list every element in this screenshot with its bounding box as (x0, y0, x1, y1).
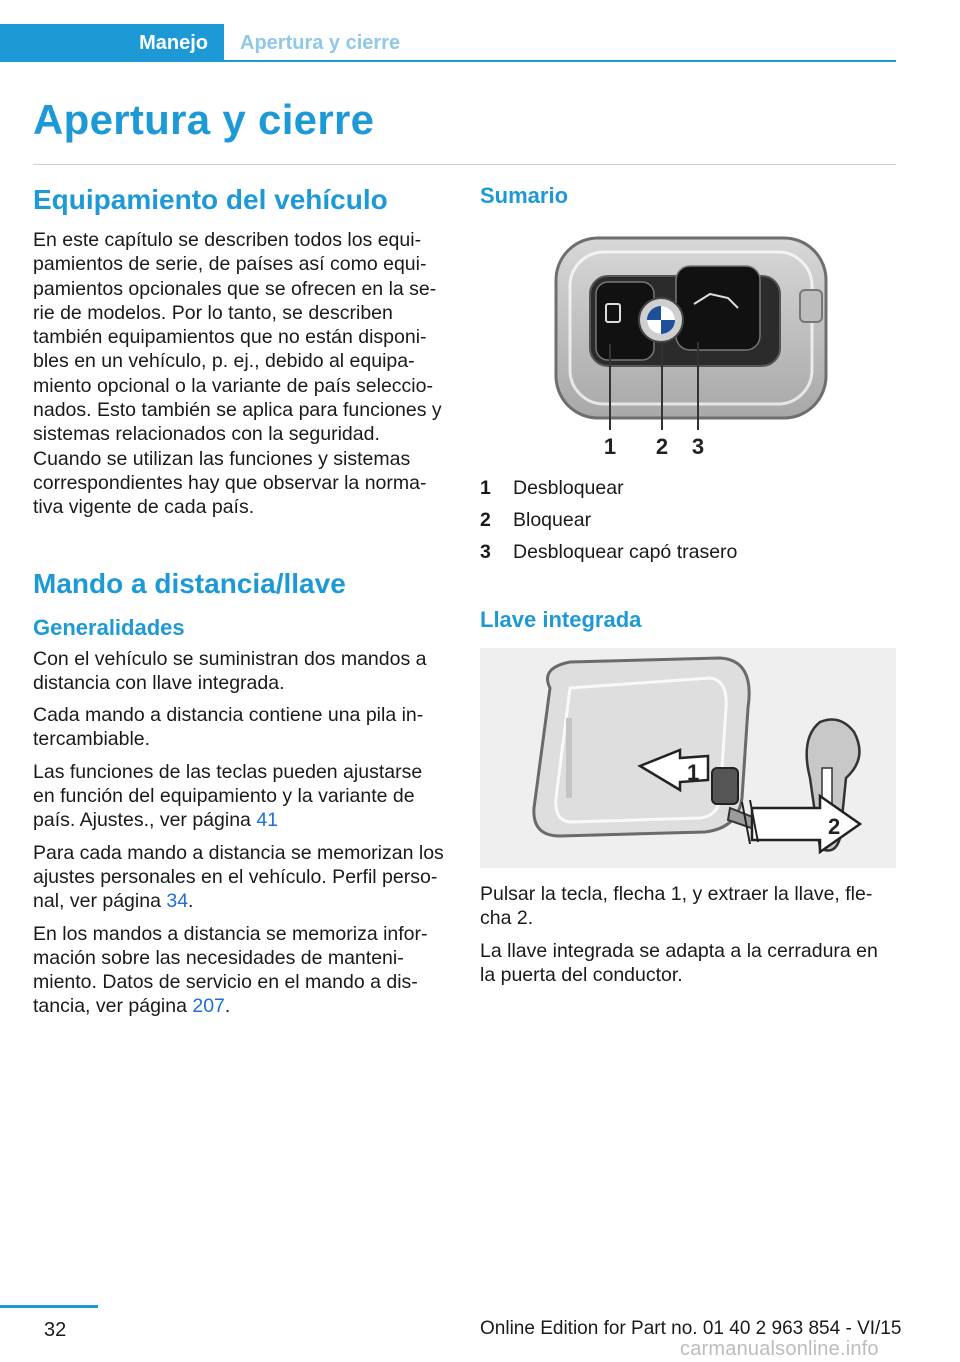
list-item (480, 536, 896, 568)
page-title: Apertura y cierre (33, 96, 375, 143)
legend-label: Desbloquear capó trasero (513, 541, 738, 563)
paragraph-equipamiento: En este capítulo se describen todos los equipamientos de serie, de países así como equipamientos opcionales que se ofrecen en la serie de modelos. Por lo tanto, se describen también equipamientos que no están disponibles en un vehículo, p. ej., debido al equipamiento opcional o la variante de país seleccionados. Esto también se aplica para funciones y sistemas relacionados con la seguridad. (33, 229, 442, 446)
page-number: 32 (44, 1319, 67, 1341)
integrated-key-illustration (480, 648, 896, 868)
subheading-generalidades: Generalidades (33, 614, 185, 640)
paragraph-pila: Cada mando a distancia contiene una pila intercambiable. (33, 704, 424, 751)
paragraph-normativa: Cuando se utilizan las funciones y sistemas correspondientes hay que observar la normativa vigente de cada país. (33, 447, 427, 519)
arrow-label-2: 2 (828, 814, 841, 839)
paragraph-mandos: Con el vehículo se suministran dos mandos a distancia con llave integrada. (33, 647, 427, 694)
key-fob-illustration (480, 224, 896, 460)
page-link-41[interactable]: 41 (256, 809, 279, 832)
section-heading-mando: Mando a distancia/llave (33, 567, 346, 599)
legend-num: 2 (480, 509, 491, 531)
paragraph-funciones (33, 760, 449, 833)
paragraph-ajustes (33, 841, 449, 914)
tab-manejo-label: Manejo (139, 31, 208, 54)
edition-note: Online Edition for Part no. 01 40 2 963 854 - VI/15 (480, 1318, 902, 1339)
footer-rule (0, 1305, 98, 1308)
paragraph-mantenimiento-text: En los mandos a distancia se memoriza información sobre las necesidades de mantenimiento. Datos de servicio en el mando a distancia, ver página (33, 922, 428, 1018)
legend-label: Desbloquear (513, 477, 624, 499)
header-bar (0, 0, 960, 62)
tab-apertura-label: Apertura y cierre (240, 32, 401, 54)
tab-manejo[interactable] (0, 24, 224, 62)
paragraph-mantenimiento-end: . (224, 995, 231, 1018)
paragraph-pulsar-tecla: Pulsar la tecla, flecha 1, y extraer la llave, flecha 2. (480, 883, 873, 930)
key-fob-figure (480, 224, 896, 460)
subheading-llave-integrada: Llave integrada (480, 607, 642, 632)
integrated-key-figure (480, 648, 896, 868)
legend-label: Bloquear (513, 509, 592, 531)
subheading-sumario: Sumario (480, 183, 569, 208)
legend-num: 1 (480, 477, 491, 499)
page-link-34[interactable]: 34 (166, 890, 189, 913)
section-heading-equipamiento: Equipamiento del vehículo (33, 184, 388, 215)
tab-apertura-y-cierre[interactable] (240, 24, 400, 62)
callout-3: 3 (691, 434, 705, 459)
list-item (480, 504, 896, 536)
callout-2: 2 (655, 434, 669, 459)
paragraph-ajustes-end: . (188, 890, 194, 913)
callout-1: 1 (603, 434, 617, 459)
paragraph-funciones-text: Las funciones de las teclas pueden ajustarse en función del equipamiento y la variante de país. Ajustes., ver página (33, 760, 423, 832)
title-divider (33, 164, 896, 165)
right-column (480, 182, 896, 987)
header-rule (224, 60, 896, 62)
watermark: carmanualsonline.info (680, 1338, 879, 1360)
paragraph-mantenimiento (33, 922, 449, 1019)
page-link-207[interactable]: 207 (192, 995, 225, 1018)
paragraph-ajustes-text: Para cada mando a distancia se memorizan los ajustes personales en el vehículo. Perfil personal, ver página (33, 841, 444, 913)
arrow-label-1: 1 (687, 760, 700, 785)
legend-num: 3 (480, 541, 491, 563)
paragraph-llave-cerradura: La llave integrada se adapta a la cerradura en la puerta del conductor. (480, 939, 878, 986)
legend-list (480, 472, 896, 568)
left-column (33, 182, 449, 1019)
list-item (480, 472, 896, 504)
